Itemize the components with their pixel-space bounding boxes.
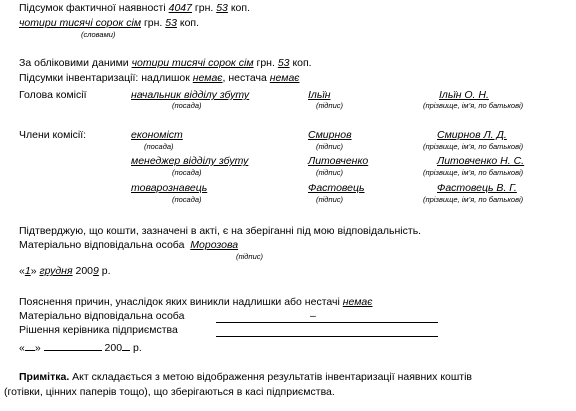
confirmation-signature: Морозова [190,239,239,251]
blank-day[interactable] [25,340,35,351]
date-day: 1 [24,265,31,277]
head-name: Ільїн О. Н. [439,89,489,101]
accounting-amount: чотири тисячі сорок сім [131,57,254,69]
caption-position: (посада) [144,142,174,151]
explanation-value: немає [342,296,373,308]
fact-kop: 53 [216,2,228,14]
explanation-line: Пояснення причин, унаслідок яких виникли надлишки або нестачі немає [19,296,373,308]
caption-signature: (підпис) [316,142,343,151]
caption-name: (прізвище, ім’я, по батькові) [423,168,524,177]
confirmation-person-line: Матеріально відповідальна особа Морозова [19,239,239,251]
decision-label: Рішення керівника підприємства [19,324,178,336]
results-line: Підсумки інвентаризації: надлишок немає, нестача немає [19,72,300,84]
caption-position: (посада) [172,101,202,110]
caption-signature: (підпис) [316,195,343,204]
member-position: товарознавець [131,182,208,194]
member-name: Литовченко Н. С. [437,155,525,167]
caption-position: (посада) [172,195,202,204]
confirmation-date: «1» грудня 2009 р. [19,265,111,277]
confirmation-caption: (підпис) [236,252,263,261]
caption-signature: (підпис) [316,101,343,110]
words-amount-line: чотири тисячі сорок сім грн. 53 коп. [19,17,200,29]
blank-month[interactable] [44,340,102,351]
member-name: Фастовець В. Г. [437,182,517,194]
words-amount: чотири тисячі сорок сім [19,17,142,29]
explanation-person-blank[interactable]: – [216,310,438,323]
explanation-person-label: Матеріально відповідальна особа [19,310,185,322]
accounting-line: За обліковими даними чотири тисячі сорок сім грн. 53 коп. [19,57,312,69]
member-position: економіст [131,129,183,141]
surplus-value: немає [192,72,223,84]
member-position: менеджер відділу збуту [131,155,249,167]
caption-signature: (підпис) [316,168,343,177]
fact-amount: 4047 [168,2,192,14]
decision-blank[interactable] [216,324,438,337]
note-line-1: Примітка. Акт складається з метою відображення результатів інвентаризації наявних коштів [19,371,473,383]
note-label: Примітка. [19,371,70,383]
note-line-2: (готівки, цінних паперів тощо), що зберігаються в касі підприємства. [4,386,335,398]
date-month: грудня [39,265,73,277]
caption-name: (прізвище, ім’я, по батькові) [423,101,524,110]
head-label: Голова комісії [19,89,87,101]
confirmation-text: Підтверджую, що кошти, зазначені в акті, є на зберіганні під мою відповідальність. [19,225,422,237]
member-signature: Фастовець [308,182,365,194]
blank-date: « » 200 р. [19,342,142,354]
head-position: начальник відділу збуту [131,89,250,101]
head-signature: Ільїн [308,89,331,101]
shortage-value: немає [269,72,300,84]
member-name: Смирнов Л. Д. [437,129,507,141]
words-kop: 53 [165,17,177,29]
member-signature: Смирнов [308,129,352,141]
fact-amount-line: Підсумок фактичної наявності 4047 грн. 53 коп. [19,2,250,14]
members-label: Члени комісії: [19,129,87,141]
date-year-digit: 9 [93,265,99,277]
caption-name: (прізвище, ім’я, по батькові) [423,142,524,151]
blank-year[interactable] [122,340,130,351]
member-signature: Литовченко [308,155,369,167]
caption-name: (прізвище, ім’я, по батькові) [423,195,524,204]
caption-position: (посада) [172,168,202,177]
accounting-kop: 53 [277,57,290,69]
words-caption: (словами) [81,30,116,39]
